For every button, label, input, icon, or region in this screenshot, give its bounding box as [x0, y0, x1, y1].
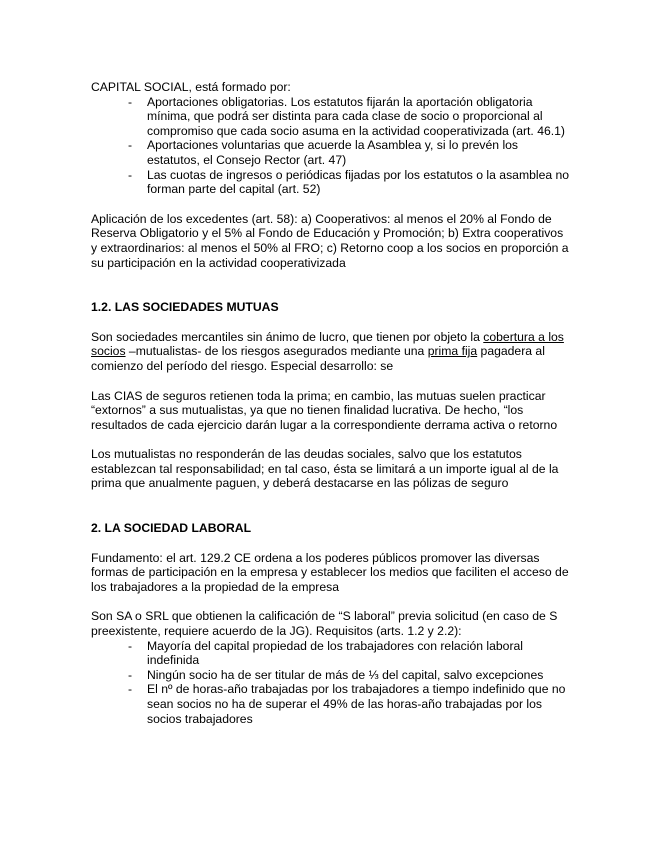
mutuas-paragraph-2: Las CIAS de seguros retienen toda la prima; en cambio, las mutuas suelen practicar “extornos” a sus mutualistas, ya que no tienen finalidad lucrativa. De hecho, “los resultados de cada ejercicio darán lugar a la correspondiente derrama activa o retorno — [91, 388, 558, 432]
mutuas-paragraph-1: Son sociedades mercantiles sin ánimo de lucro, que tienen por objeto la cobertura a los socios –mutualistas- de los riesgos asegurados mediante una prima fija pagadera al comienzo del período del riesgo. Especial desarrollo: se — [91, 329, 564, 373]
mutuas-paragraph-3: Los mutualistas no responderán de las deudas sociales, salvo que los estatutos establezcan tal responsabilidad; en tal caso, ésta se limitará a un importe igual al de la prima que anualmente paguen, y deberá destacarse en las pólizas de seguro — [91, 447, 559, 491]
list-item: - Las cuotas de ingresos o periódicas fijadas por los estatutos o la asamblea no forman parte del capital (art. 52) — [91, 168, 571, 197]
list-item: - Aportaciones obligatorias. Los estatutos fijarán la aportación obligatoria mínima, que podrá ser distinta para cada clase de socio o proporcional al compromiso que cada socio asuma en la actividad cooperativizada (art. 46.1) — [91, 95, 571, 139]
excedentes-paragraph: Aplicación de los excedentes (art. 58): a) Cooperativos: al menos el 20% al Fondo de Reserva Obligatorio y el 5% al Fondo de Educación y Promoción; b) Extra cooperativos y extraordinarios: al menos el 50% al FRO; c) Retorno coop a los socios en proporción a su participación en la actividad cooperativizada — [91, 211, 569, 270]
underlined-term: prima fija — [427, 344, 478, 359]
list-item: - Mayoría del capital propiedad de los trabajadores con relación laboral indefinida — [91, 639, 571, 668]
list-item: - Aportaciones voluntarias que acuerde la Asamblea y, si lo prevén los estatutos, el Consejo Rector (art. 47) — [91, 138, 571, 167]
underlined-term: cobertura a los socios — [91, 329, 564, 359]
document-body — [91, 80, 571, 726]
laboral-requisitos-list — [91, 639, 571, 727]
section-heading-mutuas: 1.2. LAS SOCIEDADES MUTUAS — [91, 300, 279, 315]
list-item: - Ningún socio ha de ser titular de más de ⅓ del capital, salvo excepciones — [91, 668, 571, 683]
capital-social-intro: CAPITAL SOCIAL, está formado por: — [91, 80, 291, 94]
laboral-paragraph-2: Son SA o SRL que obtienen la calificación de “S laboral” previa solicitud (en caso de S preexistente, requiere acuerdo de la JG). Requisitos (arts. 1.2 y 2.2): — [91, 609, 558, 639]
section-heading-laboral: 2. LA SOCIEDAD LABORAL — [91, 521, 252, 536]
capital-social-list — [91, 95, 571, 197]
laboral-paragraph-1: Fundamento: el art. 129.2 CE ordena a los poderes públicos promover las diversas formas de participación en la empresa y establecer los medios que faciliten el acceso de los trabajadores a la propiedad de la empresa — [91, 550, 569, 594]
list-item: - El nº de horas-año trabajadas por los trabajadores a tiempo indefinido que no sean socios no ha de superar el 49% de las horas-año trabajadas por los socios trabajadores — [91, 682, 571, 726]
